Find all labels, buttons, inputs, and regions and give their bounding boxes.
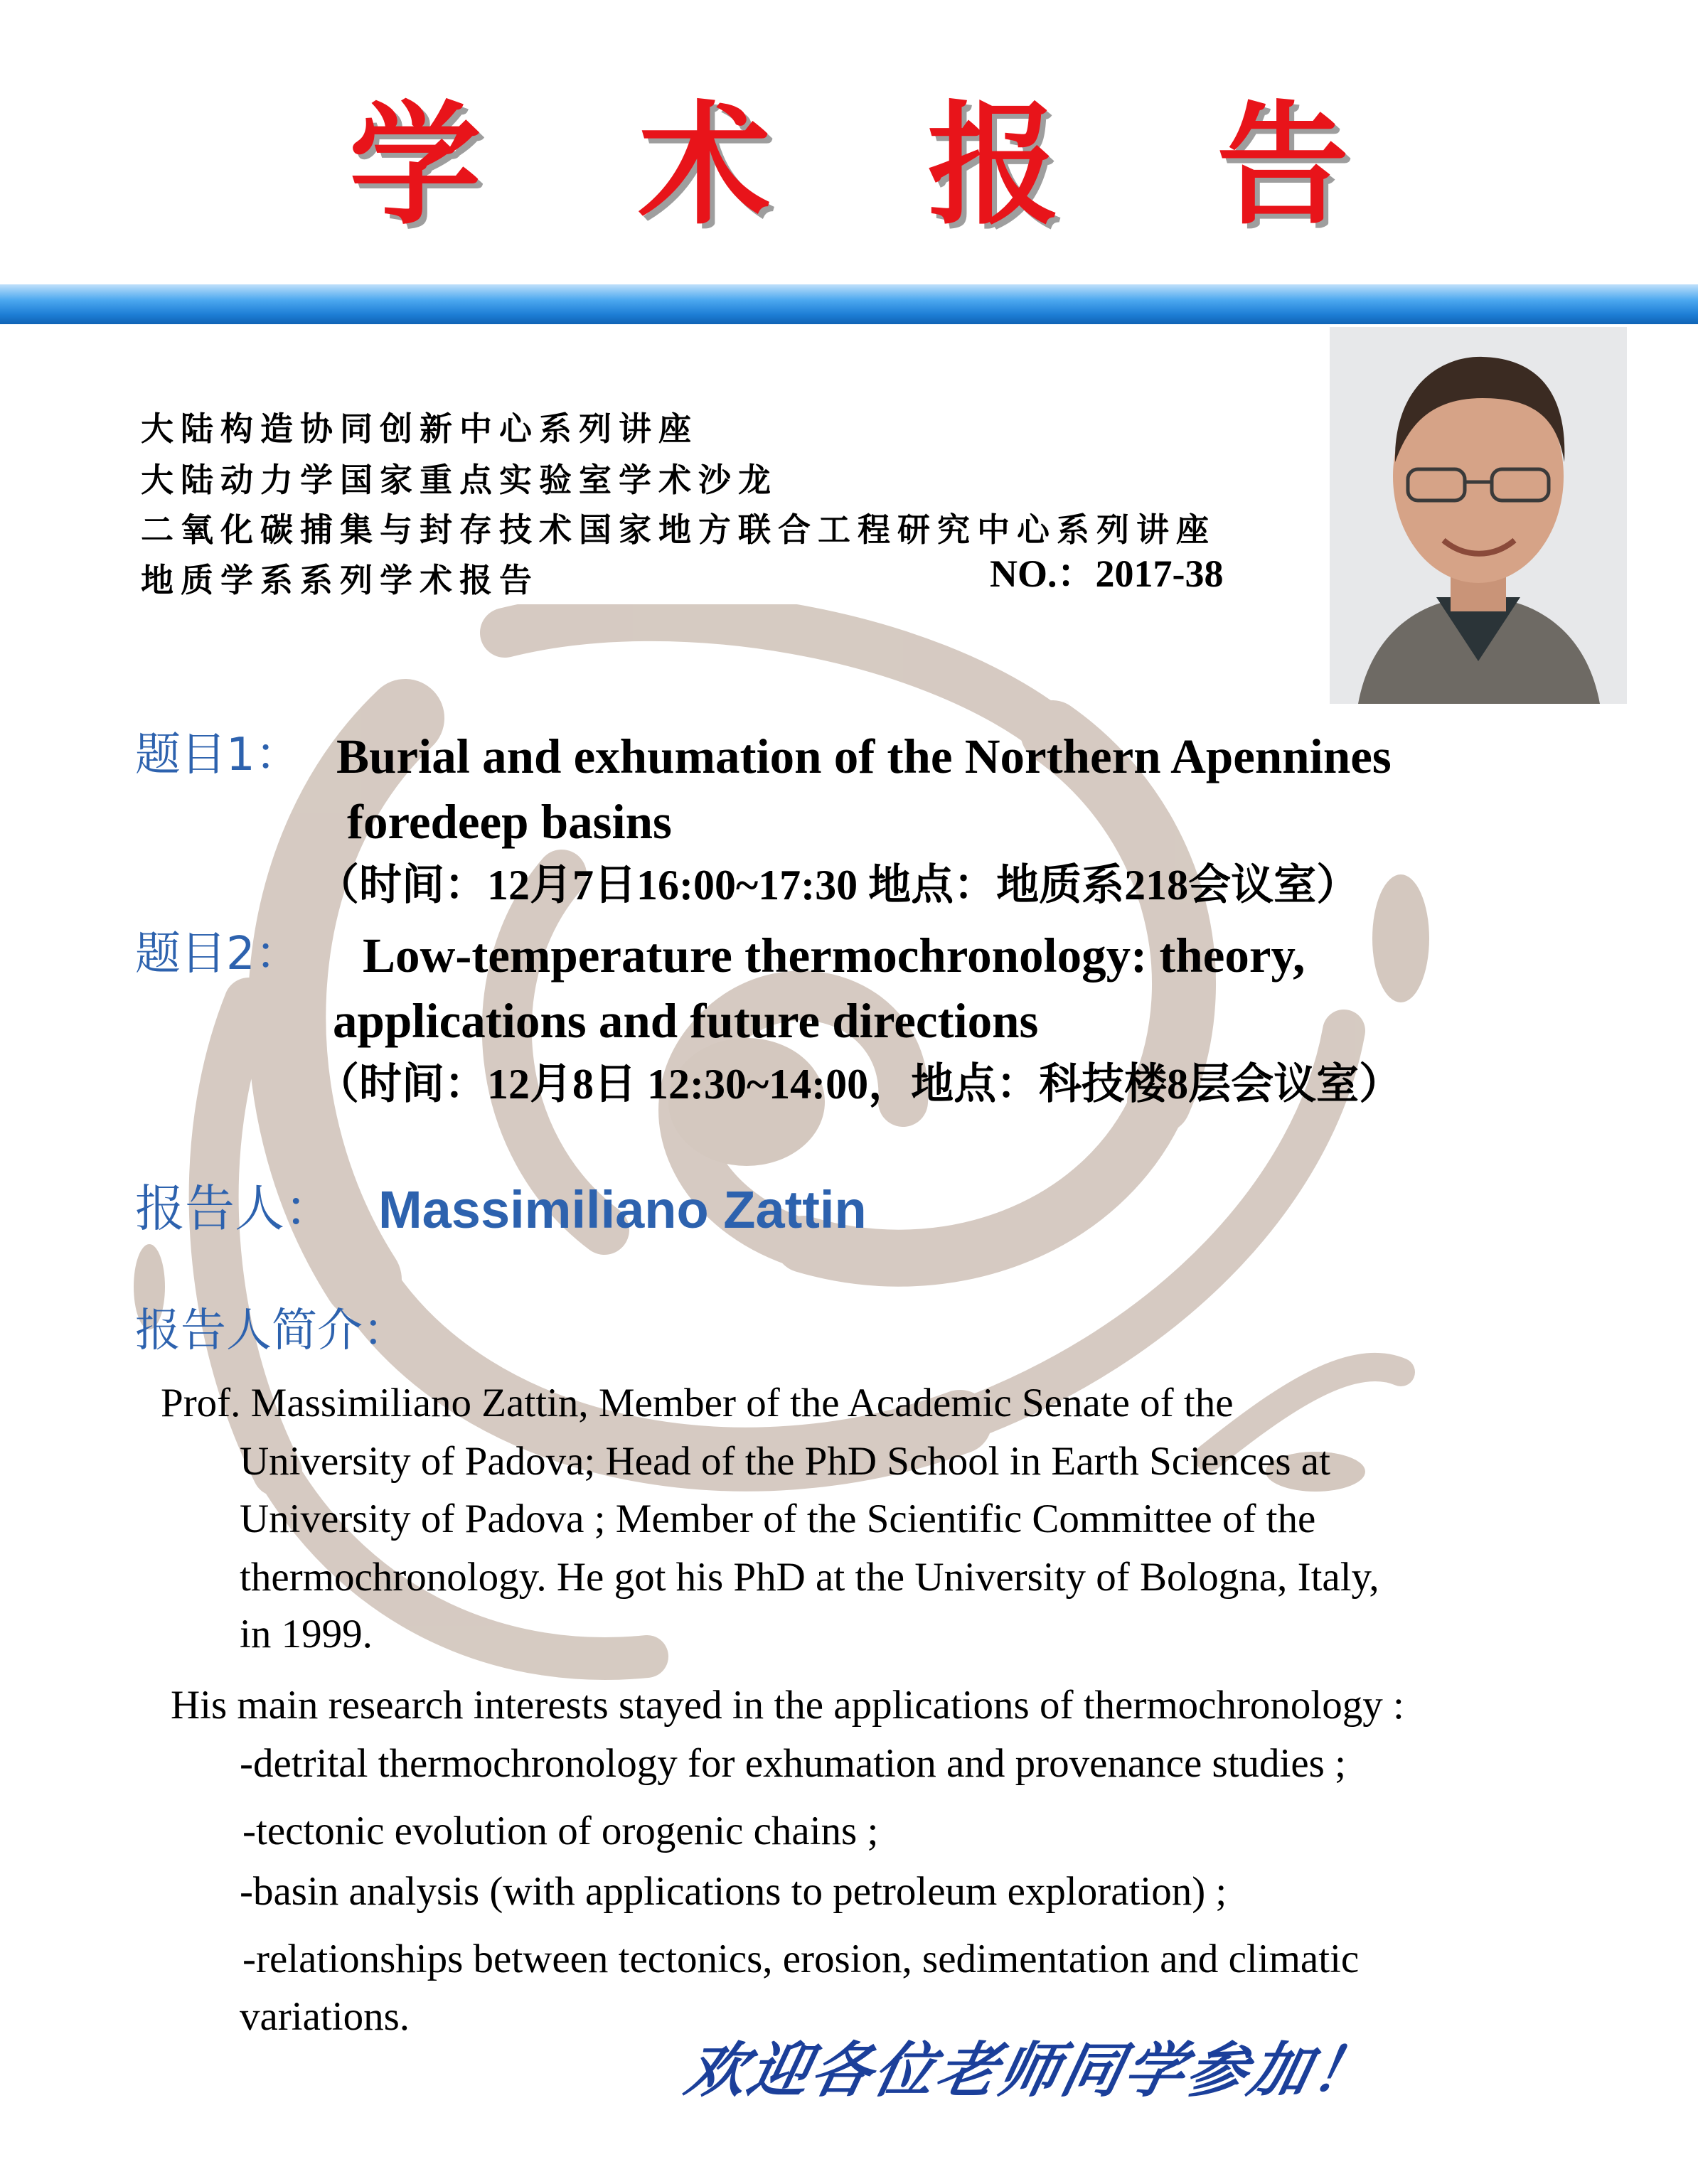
interest-item: -detrital thermochronology for exhumation and provenance studies ; xyxy=(240,1741,1346,1786)
bio-line: University of Padova ; Member of the Scientific Committee of the xyxy=(240,1497,1316,1541)
topic2-time: （时间：12月8日 12:30~14:00，地点：科技楼8层会议室） xyxy=(316,1061,1402,1108)
interest-item: -relationships between tectonics, erosion, sedimentation and climatic xyxy=(242,1937,1360,1981)
bio-line: Prof. Massimiliano Zattin, Member of the Academic Senate of the xyxy=(161,1381,1234,1425)
topic1-label: 题目1： xyxy=(135,729,301,781)
series-line: 大陆动力学国家重点实验室学术沙龙 xyxy=(141,461,778,499)
topic2-title-line: applications and future directions xyxy=(333,994,1039,1048)
topic2-title-line: Low-temperature thermochronology: theory, xyxy=(363,928,1305,983)
topic1-title-line: foredeep basins xyxy=(347,795,672,849)
report-number: NO.：2017-38 xyxy=(990,552,1224,595)
topic1-time: （时间：12月7日16:00~17:30 地点：地质系218会议室） xyxy=(316,862,1360,909)
series-line: 大陆构造协同创新中心系列讲座 xyxy=(141,410,698,448)
bio-label: 报告人简介： xyxy=(135,1305,408,1357)
speaker-label: 报告人： xyxy=(135,1179,334,1238)
interests-intro: His main research interests stayed in the applications of thermochronology : xyxy=(171,1683,1404,1728)
interest-item: variations. xyxy=(240,1994,410,2039)
interest-item: -tectonic evolution of orogenic chains ; xyxy=(242,1809,879,1853)
series-line: 地质学系系列学术报告 xyxy=(141,561,539,599)
speaker-name: Massimiliano Zattin xyxy=(378,1180,867,1239)
header-band xyxy=(0,284,1698,324)
topic1-title-line: Burial and exhumation of the Northern Apennines xyxy=(336,729,1392,783)
speaker-photo xyxy=(1330,327,1627,704)
bio-line: thermochronology. He got his PhD at the University of Bologna, Italy, xyxy=(240,1555,1379,1600)
interest-item: -basin analysis (with applications to petroleum exploration) ; xyxy=(240,1869,1227,1914)
series-line: 二氧化碳捕集与封存技术国家地方联合工程研究中心系列讲座 xyxy=(141,510,1216,549)
welcome-text: 欢迎各位老师同学参加！ xyxy=(679,2035,1383,2105)
page-title: 学 术 报 告 xyxy=(348,88,1405,242)
topic2-label: 题目2： xyxy=(135,928,301,980)
portrait-icon xyxy=(1330,327,1627,704)
bio-line: University of Padova; Head of the PhD School in Earth Sciences at xyxy=(240,1439,1330,1484)
bio-line: in 1999. xyxy=(240,1612,373,1656)
